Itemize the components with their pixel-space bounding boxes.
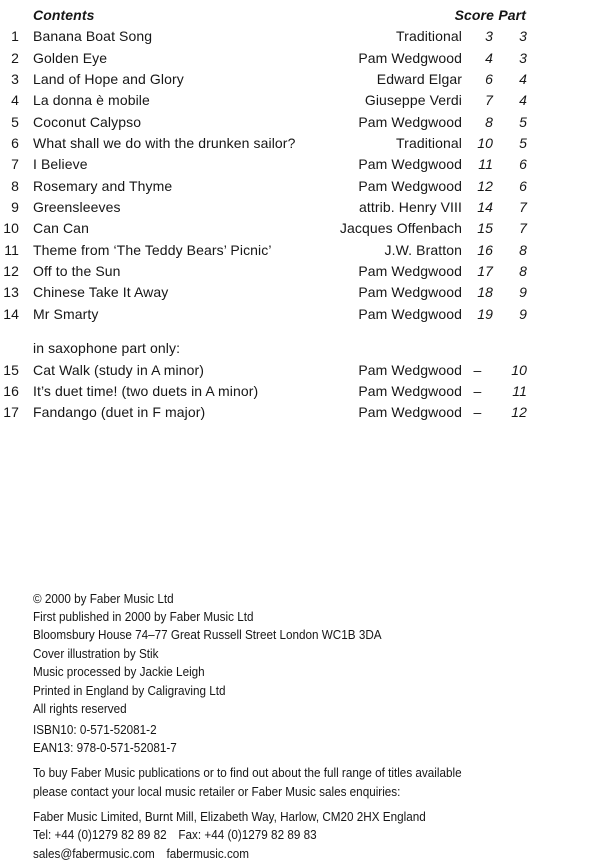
score-page: 3 (485, 28, 493, 45)
track-title: Cat Walk (study in A minor) (33, 361, 205, 378)
track-title: Greensleeves (33, 199, 121, 216)
contents-header-row (0, 5, 527, 26)
contact-email: sales@fabermusic.com (33, 845, 155, 861)
track-title: Off to the Sun (33, 263, 121, 280)
track-composer: Pam Wedgwood (358, 263, 462, 280)
toc-row (0, 218, 527, 239)
part-page: 4 (519, 71, 527, 88)
track-composer: Pam Wedgwood (358, 177, 462, 194)
track-composer: attrib. Henry VIII (359, 199, 462, 216)
track-composer: Pam Wedgwood (358, 305, 462, 322)
track-title: Can Can (33, 220, 89, 237)
track-number: 3 (11, 71, 19, 88)
track-number: 1 (11, 28, 19, 45)
score-page: 6 (485, 71, 493, 88)
track-title: I Believe (33, 156, 88, 173)
track-number: 11 (4, 241, 19, 258)
footer-line: Bloomsbury House 74–77 Great Russell Street London WC1B 3DA (33, 627, 382, 643)
track-composer: Pam Wedgwood (358, 404, 462, 421)
track-number: 4 (11, 92, 19, 109)
part-page: 3 (519, 28, 527, 45)
track-number: 12 (3, 263, 19, 280)
score-page: – (473, 361, 482, 378)
saxophone-only-note: in saxophone part only: (33, 340, 181, 357)
footer-line: EAN13: 978-0-571-52081-7 (33, 740, 177, 756)
score-page: 8 (485, 113, 493, 130)
track-composer: Pam Wedgwood (358, 382, 462, 399)
sales-enquiries-note (33, 764, 537, 801)
part-page: 9 (519, 305, 527, 322)
part-page: 7 (519, 199, 527, 216)
part-page: 5 (519, 135, 527, 152)
score-page: 14 (477, 199, 493, 216)
toc-row (0, 381, 527, 402)
score-column-header: Score (454, 7, 494, 23)
footer-line: All rights reserved (33, 700, 127, 716)
track-composer: Traditional (396, 135, 462, 152)
track-title: Chinese Take It Away (33, 284, 169, 301)
toc-row (0, 154, 527, 175)
track-composer: Pam Wedgwood (358, 49, 462, 66)
toc-row (0, 282, 527, 303)
track-composer: J.W. Bratton (384, 241, 462, 258)
track-composer: Edward Elgar (376, 71, 462, 88)
track-number: 5 (11, 113, 19, 130)
track-title: Golden Eye (33, 49, 108, 66)
contents-table (0, 0, 527, 424)
part-page: 6 (519, 156, 527, 173)
score-page: 19 (477, 305, 493, 322)
footer-line: © 2000 by Faber Music Ltd (33, 590, 174, 606)
track-title: Fandango (duet in F major) (33, 404, 206, 421)
toc-row (0, 360, 527, 381)
contact-phone-line (33, 826, 537, 844)
score-page: 17 (477, 263, 493, 280)
contents-title: Contents (33, 7, 95, 23)
part-page: 12 (511, 404, 527, 421)
track-title: La donna è mobile (33, 92, 150, 109)
score-page: – (473, 404, 482, 421)
track-number: 14 (3, 305, 19, 322)
contact-address: Faber Music Limited, Burnt Mill, Elizabeth Way, Harlow, CM20 2HX England (33, 809, 426, 824)
part-page: 3 (519, 49, 527, 66)
publisher-imprint-block (33, 590, 537, 719)
track-number: 13 (3, 284, 19, 301)
toc-row (0, 176, 527, 197)
contact-website: fabermusic.com (166, 845, 250, 861)
toc-row (0, 26, 527, 47)
isbn-block (33, 721, 537, 758)
part-page: 8 (519, 241, 527, 258)
track-title: What shall we do with the drunken sailor? (33, 135, 296, 152)
footer-line: Printed in England by Caligraving Ltd (33, 682, 226, 698)
part-page: 4 (519, 92, 527, 109)
score-page: 15 (477, 220, 493, 237)
score-page: 18 (477, 284, 493, 301)
track-number: 2 (11, 49, 19, 66)
score-page: 7 (485, 92, 493, 109)
toc-row (0, 112, 527, 133)
score-page: – (473, 382, 482, 399)
track-number: 8 (11, 177, 19, 194)
toc-row (0, 304, 527, 325)
footer-line: Cover illustration by Stik (33, 645, 159, 661)
part-page: 7 (519, 220, 527, 237)
track-number: 17 (3, 404, 19, 421)
part-page: 11 (512, 382, 527, 399)
score-page: 11 (478, 156, 493, 173)
contact-tel: Tel: +44 (0)1279 82 89 82 (33, 827, 167, 843)
part-column-header: Part (498, 7, 526, 23)
part-page: 5 (519, 113, 527, 130)
track-number: 10 (3, 220, 19, 237)
track-number: 7 (11, 156, 19, 173)
imprint-footer (33, 590, 537, 864)
track-composer: Pam Wedgwood (358, 361, 462, 378)
track-composer: Giuseppe Verdi (364, 92, 462, 109)
track-composer: Pam Wedgwood (358, 113, 462, 130)
footer-line: Music processed by Jackie Leigh (33, 664, 205, 680)
footer-line: please contact your local music retailer or Faber Music sales enquiries: (33, 783, 401, 799)
toc-row (0, 133, 527, 154)
footer-line: First published in 2000 by Faber Music Ltd (33, 608, 254, 624)
track-title: Mr Smarty (33, 305, 99, 322)
contact-web-line (33, 845, 537, 863)
track-composer: Pam Wedgwood (358, 156, 462, 173)
part-page: 9 (519, 284, 527, 301)
contact-block (33, 808, 537, 863)
track-title: It’s duet time! (two duets in A minor) (33, 382, 259, 399)
footer-line: To buy Faber Music publications or to find out about the full range of titles available (33, 765, 462, 781)
track-title: Banana Boat Song (33, 28, 153, 45)
track-title: Land of Hope and Glory (33, 71, 184, 88)
track-number: 6 (11, 135, 19, 152)
main-track-list (0, 26, 527, 325)
track-title: Rosemary and Thyme (33, 177, 173, 194)
saxophone-only-track-list (0, 360, 527, 424)
toc-row (0, 90, 527, 111)
track-composer: Jacques Offenbach (339, 220, 462, 237)
toc-row (0, 69, 527, 90)
footer-line: ISBN10: 0-571-52081-2 (33, 721, 157, 737)
track-composer: Pam Wedgwood (358, 284, 462, 301)
toc-row (0, 402, 527, 423)
score-page: 12 (477, 177, 493, 194)
track-number: 15 (3, 361, 19, 378)
part-page: 8 (519, 263, 527, 280)
toc-row (0, 240, 527, 261)
contact-fax: Fax: +44 (0)1279 82 89 83 (178, 827, 317, 843)
toc-row (0, 261, 527, 282)
score-page: 4 (485, 49, 493, 66)
track-title: Theme from ‘The Teddy Bears’ Picnic’ (33, 241, 272, 258)
score-page: 16 (477, 241, 493, 258)
toc-row (0, 197, 527, 218)
part-page: 6 (519, 177, 527, 194)
track-number: 9 (11, 199, 19, 216)
part-page: 10 (511, 361, 527, 378)
track-number: 16 (3, 382, 19, 399)
track-composer: Traditional (396, 28, 462, 45)
toc-row (0, 48, 527, 69)
track-title: Coconut Calypso (33, 113, 142, 130)
score-page: 10 (477, 135, 493, 152)
